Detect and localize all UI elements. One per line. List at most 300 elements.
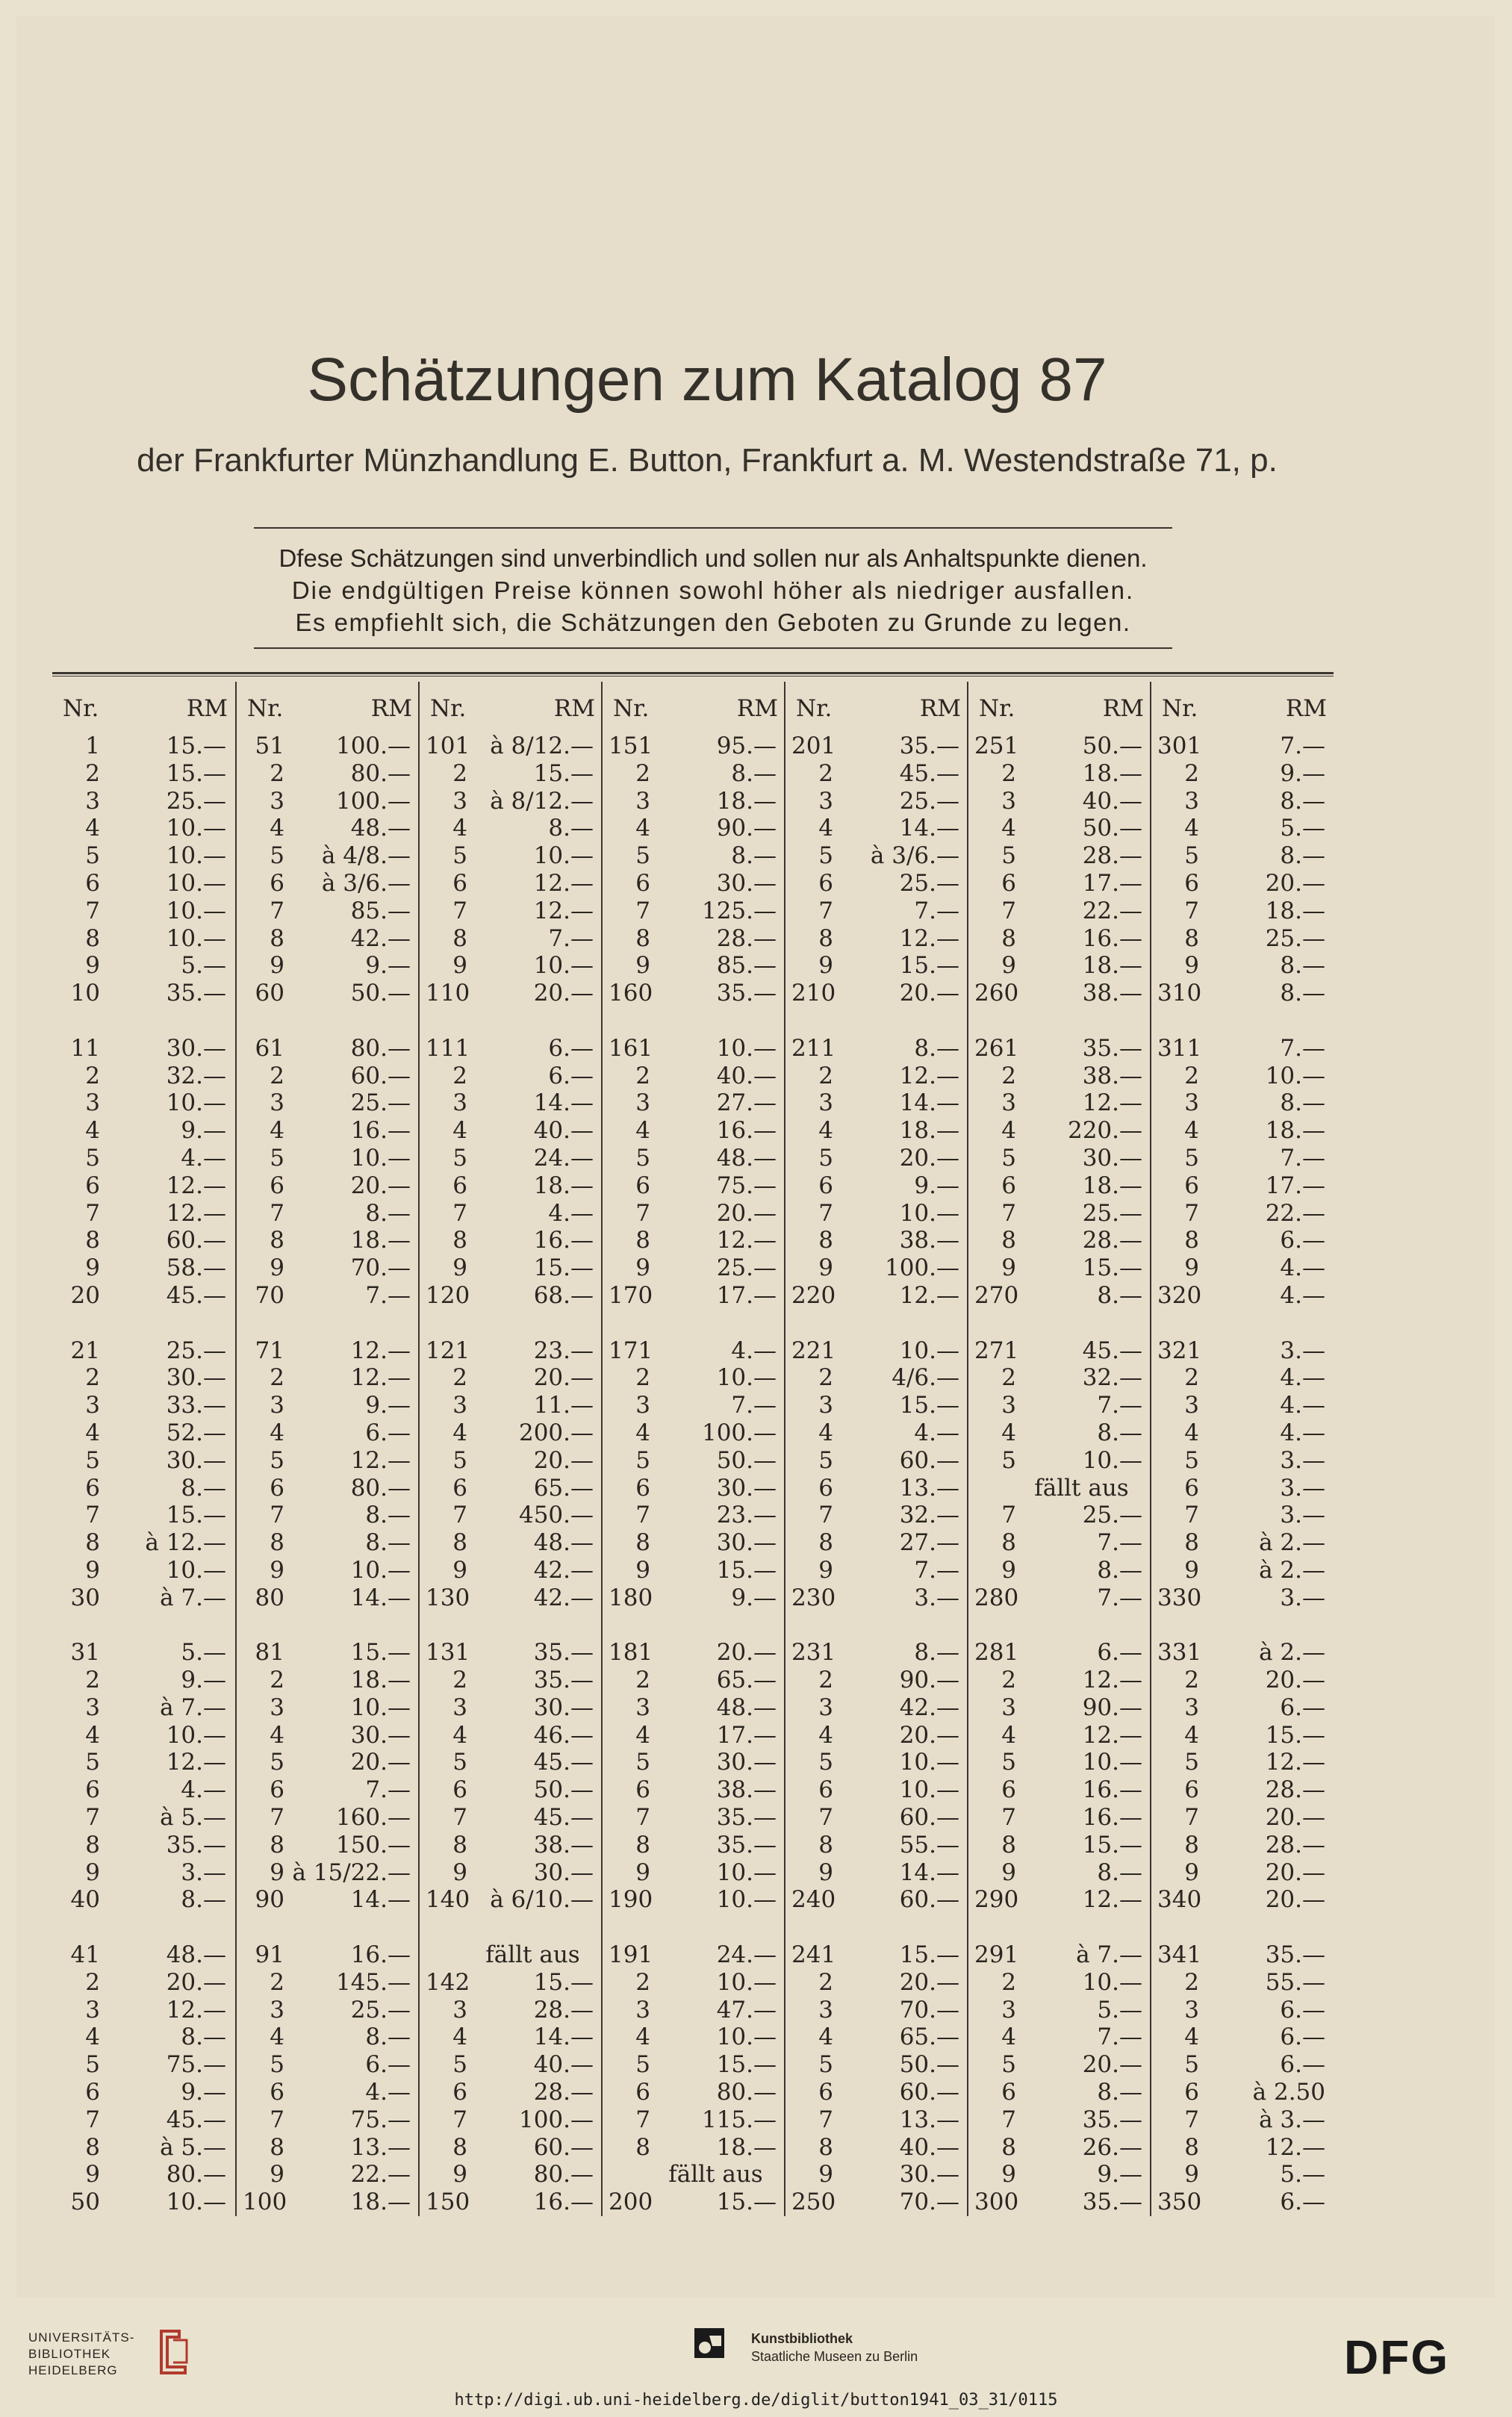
table-row xyxy=(785,925,968,953)
lot-number: 8 xyxy=(452,1831,467,1858)
estimate-value: 95.— xyxy=(716,732,777,759)
lot-number: 8 xyxy=(85,2133,100,2161)
table-row xyxy=(785,2106,968,2134)
lot-number: 30 xyxy=(70,1584,100,1611)
block-gap xyxy=(237,1612,420,1640)
estimate-value: fällt aus xyxy=(668,2161,763,2189)
estimate-value: 3.— xyxy=(1280,1584,1325,1611)
table-row xyxy=(603,1227,785,1254)
lot-number: 6 xyxy=(1184,1172,1199,1199)
header-nr: Nr. xyxy=(430,695,467,722)
estimate-value: 35.— xyxy=(1082,2189,1142,2216)
block-gap xyxy=(1151,1914,1334,1941)
estimate-value: 30.— xyxy=(716,1474,777,1502)
lot-number: 4 xyxy=(270,1419,284,1446)
lot-number: 7 xyxy=(1184,897,1199,924)
table-row xyxy=(785,1639,968,1667)
table-row xyxy=(968,1529,1151,1557)
lot-number: 2 xyxy=(1001,1667,1016,1694)
table-row xyxy=(603,1776,785,1804)
estimate-value: 60.— xyxy=(899,1446,959,1474)
table-row xyxy=(420,1254,603,1282)
estimate-value: 80.— xyxy=(350,759,411,787)
lot-number: 261 xyxy=(974,1034,1019,1062)
block-gap xyxy=(420,1914,603,1941)
lot-number: 9 xyxy=(85,1556,100,1584)
lot-number: 5 xyxy=(270,1749,284,1776)
lot-number: 5 xyxy=(85,2051,100,2079)
lot-number: 8 xyxy=(452,2133,467,2161)
column-header xyxy=(785,682,968,732)
estimate-value: 35.— xyxy=(716,1804,777,1832)
table-row xyxy=(968,952,1151,980)
lot-number: 5 xyxy=(818,1446,833,1474)
estimate-value: 10.— xyxy=(716,1886,777,1914)
lot-number: 3 xyxy=(818,1089,833,1117)
estimate-value: 100.— xyxy=(335,787,411,815)
table-row xyxy=(420,815,603,842)
table-row xyxy=(603,1364,785,1392)
estimate-value: 85.— xyxy=(716,952,777,980)
estimate-value: 10.— xyxy=(166,1556,226,1584)
estimate-value: 12.— xyxy=(533,897,594,924)
estimate-value: 10.— xyxy=(350,1144,411,1172)
estimate-value: 6.— xyxy=(1280,1996,1325,2024)
estimate-value: 6.— xyxy=(1280,1227,1325,1254)
lot-number: 9 xyxy=(1001,1858,1016,1886)
lot-number: 290 xyxy=(974,1886,1019,1914)
estimate-value: 12.— xyxy=(1265,1749,1325,1776)
table-row xyxy=(968,1969,1151,1997)
table-row xyxy=(968,1227,1151,1254)
estimate-value: 4.— xyxy=(181,1776,226,1804)
estimate-value: 18.— xyxy=(1265,1117,1325,1145)
estimate-value: 60.— xyxy=(899,1886,959,1914)
table-row xyxy=(1151,1694,1334,1722)
estimate-value: 55.— xyxy=(1265,1968,1325,1996)
estimate-value: 7.— xyxy=(1097,2024,1142,2051)
estimate-value: 22.— xyxy=(1082,897,1142,924)
estimate-value: 35.— xyxy=(1082,1034,1142,1062)
lot-number: 3 xyxy=(1001,787,1016,815)
table-column xyxy=(601,682,785,2216)
lot-number: 120 xyxy=(426,1281,470,1309)
table-row xyxy=(1151,1364,1334,1392)
table-row xyxy=(603,1337,785,1365)
lot-number: 2 xyxy=(635,1062,650,1089)
lot-number: 3 xyxy=(85,1693,100,1721)
lot-number: 4 xyxy=(818,1419,833,1446)
table-row xyxy=(237,1667,420,1694)
table-row xyxy=(785,1529,968,1557)
estimate-value: 48.— xyxy=(533,1529,594,1557)
lot-number: 8 xyxy=(635,924,650,952)
table-row xyxy=(52,732,235,760)
estimate-value: 4/6.— xyxy=(892,1364,959,1392)
table-row xyxy=(52,1584,235,1612)
lot-number: 7 xyxy=(818,1199,833,1227)
estimate-value: 75.— xyxy=(166,2051,226,2079)
estimate-value: 18.— xyxy=(350,1227,411,1254)
estimate-value: 30.— xyxy=(166,1446,226,1474)
estimate-value: 35.— xyxy=(1265,1941,1325,1969)
estimate-value: 7.— xyxy=(914,897,959,924)
estimate-value: 65.— xyxy=(716,1667,777,1694)
lot-number: 9 xyxy=(635,1556,650,1584)
table-row xyxy=(968,1859,1151,1887)
lot-number: 5 xyxy=(635,842,650,870)
estimate-value: 100.— xyxy=(518,2106,594,2133)
estimate-value: 10.— xyxy=(350,1693,411,1721)
table-row xyxy=(603,1749,785,1776)
estimate-value: 35.— xyxy=(716,1831,777,1858)
block-gap xyxy=(237,1007,420,1035)
table-row xyxy=(603,1529,785,1557)
lot-number: 3 xyxy=(1184,1996,1199,2024)
estimate-value: 12.— xyxy=(166,1996,226,2024)
estimate-value: 16.— xyxy=(533,1227,594,1254)
estimate-value: 9.— xyxy=(365,952,411,980)
lot-number: 61 xyxy=(255,1034,284,1062)
table-row xyxy=(968,1776,1151,1804)
lot-number: 9 xyxy=(1184,1858,1199,1886)
estimate-value: 25.— xyxy=(1082,1199,1142,1227)
table-row xyxy=(237,732,420,760)
estimate-value: 70.— xyxy=(899,2189,959,2216)
estimate-value: 10.— xyxy=(1265,1062,1325,1089)
lot-number: 3 xyxy=(452,787,467,815)
estimate-value: 52.— xyxy=(166,1419,226,1446)
lot-number: 7 xyxy=(818,2106,833,2133)
block-gap xyxy=(968,1007,1151,1035)
lot-number: 7 xyxy=(270,1199,284,1227)
estimate-value: 15.— xyxy=(533,1968,594,1996)
table-row xyxy=(785,2079,968,2106)
estimate-value: 6.— xyxy=(365,1419,411,1446)
estimate-value: 28.— xyxy=(1265,1831,1325,1858)
table-row xyxy=(968,1941,1151,1969)
lot-number: 8 xyxy=(1001,924,1016,952)
lot-number: 8 xyxy=(818,1227,833,1254)
table-column xyxy=(1150,682,1334,2216)
estimate-value: 75.— xyxy=(716,1172,777,1199)
lot-number: 2 xyxy=(1001,1062,1016,1089)
estimate-value: 12.— xyxy=(899,924,959,952)
estimate-value: 100.— xyxy=(335,732,411,759)
table-row xyxy=(785,1337,968,1365)
estimate-value: 5.— xyxy=(1280,2161,1325,2189)
table-row xyxy=(1151,1392,1334,1419)
estimate-value: à 7.— xyxy=(160,1693,226,1721)
lot-number: 6 xyxy=(85,1776,100,1804)
estimate-value: 10.— xyxy=(166,1089,226,1117)
block-gap xyxy=(1151,1007,1334,1035)
table-row xyxy=(52,1145,235,1172)
table-row xyxy=(237,1529,420,1557)
estimate-value: 40.— xyxy=(899,2133,959,2161)
lot-number: 8 xyxy=(270,1227,284,1254)
lot-number: 2 xyxy=(818,759,833,787)
table-row xyxy=(785,1447,968,1475)
estimate-value: 35.— xyxy=(166,980,226,1007)
table-row xyxy=(968,760,1151,788)
estimate-value: 50.— xyxy=(1082,732,1142,759)
lot-number: 80 xyxy=(255,1584,284,1611)
lot-number: 8 xyxy=(1001,1529,1016,1557)
lot-number: 8 xyxy=(818,924,833,952)
estimate-value: 8.— xyxy=(1280,952,1325,980)
table-row xyxy=(420,1035,603,1063)
estimate-value: 55.— xyxy=(899,1831,959,1858)
table-row xyxy=(420,2161,603,2189)
table-row xyxy=(420,2079,603,2106)
lot-number: 340 xyxy=(1157,1886,1202,1914)
table-row xyxy=(603,1969,785,1997)
estimate-value: 4.— xyxy=(731,1337,777,1364)
lot-number: 4 xyxy=(85,1721,100,1749)
estimate-value: 4.— xyxy=(914,1419,959,1446)
estimate-value: 20.— xyxy=(533,1446,594,1474)
table-row xyxy=(52,980,235,1007)
lot-number: 6 xyxy=(818,869,833,897)
estimate-value: 18.— xyxy=(1265,897,1325,924)
table-row xyxy=(237,925,420,953)
lot-number: 5 xyxy=(1001,1749,1016,1776)
estimate-value: 26.— xyxy=(1082,2133,1142,2161)
estimate-value: 12.— xyxy=(350,1337,411,1364)
estimate-value: 4.— xyxy=(365,2079,411,2106)
university-library-logo[interactable] xyxy=(28,2330,134,2379)
lot-number: 7 xyxy=(270,1502,284,1529)
kunstbibliothek-label[interactable] xyxy=(751,2330,918,2365)
estimate-value: 12.— xyxy=(716,1227,777,1254)
table-row xyxy=(420,952,603,980)
header-nr: Nr. xyxy=(979,695,1015,722)
table-row xyxy=(420,1529,603,1557)
lot-number: 90 xyxy=(255,1886,284,1914)
table-row xyxy=(237,815,420,842)
source-url-link[interactable]: http://digi.ub.uni-heidelberg.de/diglit/button1941_03_31/0115 xyxy=(454,2391,1058,2410)
estimate-value: 220.— xyxy=(1067,1117,1142,1145)
table-row xyxy=(52,898,235,925)
table-row xyxy=(1151,760,1334,788)
table-row xyxy=(968,1584,1151,1612)
lot-number: 2 xyxy=(635,1667,650,1694)
estimate-value: 15.— xyxy=(1082,1831,1142,1858)
table-row xyxy=(420,1282,603,1310)
estimate-value: 4.— xyxy=(1280,1281,1325,1309)
table-row xyxy=(968,732,1151,760)
lot-number: 4 xyxy=(452,2024,467,2051)
lot-number: 2 xyxy=(452,759,467,787)
estimate-value: 70.— xyxy=(350,1254,411,1282)
lot-number: 6 xyxy=(1184,1776,1199,1804)
table-row xyxy=(52,952,235,980)
lot-number: 7 xyxy=(1001,1199,1016,1227)
estimate-value: 16.— xyxy=(1082,924,1142,952)
lot-number: 4 xyxy=(270,2024,284,2051)
lot-number: 6 xyxy=(1184,1474,1199,1502)
estimate-value: 20.— xyxy=(1265,869,1325,897)
table-row xyxy=(420,1832,603,1859)
table-row xyxy=(420,1419,603,1447)
lot-number: 8 xyxy=(818,1529,833,1557)
table-row xyxy=(603,1584,785,1612)
lot-number: 6 xyxy=(818,2079,833,2106)
dfg-logo[interactable]: DFG xyxy=(1344,2330,1450,2384)
lot-number: 6 xyxy=(1184,2079,1199,2106)
estimate-value: 32.— xyxy=(166,1062,226,1089)
lot-number: 341 xyxy=(1157,1941,1202,1969)
lot-number: 4 xyxy=(818,1117,833,1145)
estimate-value: 12.— xyxy=(166,1199,226,1227)
estimate-value: 15.— xyxy=(716,2189,777,2216)
lot-number: 6 xyxy=(452,2079,467,2106)
table-row xyxy=(420,898,603,925)
lot-number: 9 xyxy=(452,1556,467,1584)
table-row xyxy=(1151,2161,1334,2189)
table-row xyxy=(237,788,420,815)
lot-number: 5 xyxy=(1184,1144,1199,1172)
estimate-value: à 3.— xyxy=(1259,2106,1325,2133)
block-gap xyxy=(237,1310,420,1337)
estimate-value: 18.— xyxy=(899,1117,959,1145)
ub-logo-line: HEIDELBERG xyxy=(28,2363,118,2377)
lot-number: 7 xyxy=(635,1199,650,1227)
lot-number: 9 xyxy=(452,2161,467,2189)
table-row xyxy=(52,1667,235,1694)
estimate-value: 35.— xyxy=(533,1667,594,1694)
table-row xyxy=(603,788,785,815)
block-gap xyxy=(785,1007,968,1035)
table-row xyxy=(1151,1667,1334,1694)
lot-number: 2 xyxy=(1001,1364,1016,1392)
lot-number: 6 xyxy=(1001,1172,1016,1199)
estimate-value: 68.— xyxy=(533,1281,594,1309)
header-nr: Nr. xyxy=(1162,695,1198,722)
lot-number: 71 xyxy=(255,1337,284,1364)
ub-emblem-icon xyxy=(157,2328,190,2376)
estimate-value: à 15/22.— xyxy=(292,1858,411,1886)
estimate-value: 80.— xyxy=(350,1034,411,1062)
lot-number: 3 xyxy=(1001,1693,1016,1721)
estimate-value: 8.— xyxy=(1097,1419,1142,1446)
lot-number: 2 xyxy=(635,759,650,787)
estimate-value: 25.— xyxy=(166,1337,226,1364)
table-row xyxy=(52,1969,235,1997)
estimate-value: 30.— xyxy=(166,1364,226,1392)
table-row xyxy=(785,842,968,870)
estimate-value: 30.— xyxy=(533,1693,594,1721)
table-row xyxy=(603,1667,785,1694)
kb-subtitle: Staatliche Museen zu Berlin xyxy=(751,2349,918,2364)
estimate-value: 6.— xyxy=(1280,2189,1325,2216)
lot-number: 51 xyxy=(255,732,284,759)
lot-number: 2 xyxy=(452,1364,467,1392)
lot-number: 2 xyxy=(1184,759,1199,787)
lot-number: 7 xyxy=(635,1502,650,1529)
estimate-value: 47.— xyxy=(716,1996,777,2024)
estimate-value: 8.— xyxy=(1097,1858,1142,1886)
lot-number: 4 xyxy=(635,1721,650,1749)
header-rm: RM xyxy=(736,695,778,722)
lot-number: 5 xyxy=(452,1749,467,1776)
estimate-value: 42.— xyxy=(350,924,411,952)
table-row xyxy=(603,1035,785,1063)
table-top-rule xyxy=(52,672,1334,674)
estimate-value: à 7.— xyxy=(1076,1941,1142,1969)
estimate-value: 12.— xyxy=(350,1364,411,1392)
estimate-value: 7.— xyxy=(1097,1392,1142,1419)
table-row xyxy=(785,1282,968,1310)
lot-number: 280 xyxy=(974,1584,1019,1611)
lot-number: 350 xyxy=(1157,2189,1202,2216)
estimate-value: 20.— xyxy=(716,1639,777,1667)
lot-number: 7 xyxy=(452,2106,467,2133)
lot-number: 5 xyxy=(635,1749,650,1776)
table-row xyxy=(968,898,1151,925)
table-row xyxy=(237,898,420,925)
table-row xyxy=(52,1172,235,1200)
table-row xyxy=(420,2024,603,2051)
estimate-value: 20.— xyxy=(1082,2051,1142,2079)
lot-number: 7 xyxy=(1184,1502,1199,1529)
header-nr: Nr. xyxy=(247,695,284,722)
table-row xyxy=(237,1392,420,1419)
table-row xyxy=(420,1557,603,1584)
lot-number: 5 xyxy=(452,1446,467,1474)
lot-number: 1 xyxy=(85,732,100,759)
estimate-value: 60.— xyxy=(166,1227,226,1254)
lot-number: 6 xyxy=(270,869,284,897)
notice-line: Die endgültigen Preise können sowohl höher als niedriger ausfallen. xyxy=(291,576,1135,604)
table-row xyxy=(603,1475,785,1502)
lot-number: 271 xyxy=(974,1337,1019,1364)
estimate-value: 7.— xyxy=(1280,732,1325,759)
header-nr: Nr. xyxy=(613,695,650,722)
lot-number: 8 xyxy=(1184,1831,1199,1858)
table-row xyxy=(52,1035,235,1063)
table-row xyxy=(237,1776,420,1804)
lot-number: 3 xyxy=(1184,1693,1199,1721)
table-row xyxy=(1151,1529,1334,1557)
table-row xyxy=(603,1804,785,1832)
estimate-value: à 12.— xyxy=(145,1529,226,1557)
lot-number: 7 xyxy=(85,1804,100,1832)
estimate-value: à 2.50 xyxy=(1252,2079,1325,2106)
table-row xyxy=(1151,1200,1334,1228)
estimate-value: 15.— xyxy=(1082,1254,1142,1282)
estimate-value: 3.— xyxy=(1280,1474,1325,1502)
table-row xyxy=(603,1886,785,1914)
lot-number: 6 xyxy=(1001,1776,1016,1804)
estimate-value: 7.— xyxy=(1280,1144,1325,1172)
estimate-value: 70.— xyxy=(899,1996,959,2024)
table-row xyxy=(420,1694,603,1722)
lot-number xyxy=(426,1941,472,1969)
lot-number: 8 xyxy=(635,2133,650,2161)
lot-number: 3 xyxy=(270,1996,284,2024)
estimate-value: à 8/12.— xyxy=(490,732,594,759)
lot-number: 4 xyxy=(452,1419,467,1446)
estimate-value: 14.— xyxy=(350,1886,411,1914)
estimate-value: 32.— xyxy=(1082,1364,1142,1392)
table-row xyxy=(1151,1749,1334,1776)
lot-number: 2 xyxy=(1001,1968,1016,1996)
table-row xyxy=(785,1392,968,1419)
table-row xyxy=(785,1117,968,1145)
table-row xyxy=(420,2051,603,2079)
